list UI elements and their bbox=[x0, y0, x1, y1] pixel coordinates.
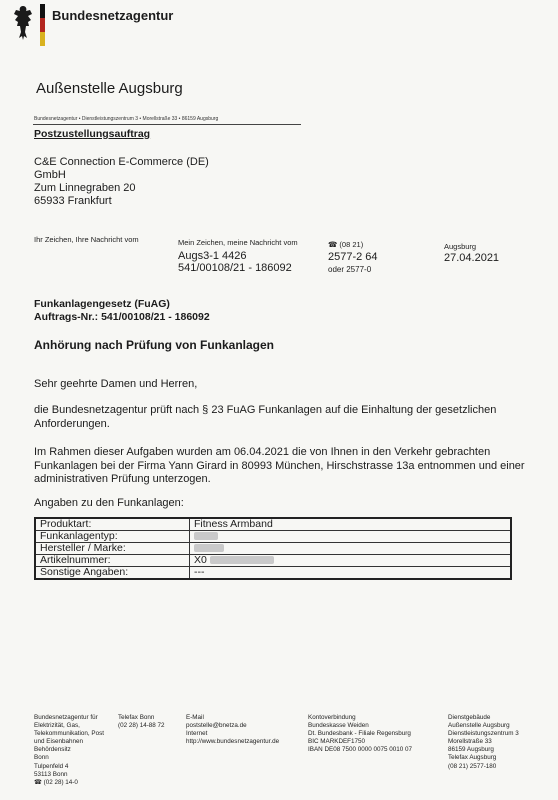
footer-line: Telefax Augsburg bbox=[448, 754, 497, 762]
phone-alt: oder 2577-0 bbox=[328, 265, 372, 274]
footer-line: BIC MARKDEF1750 bbox=[308, 738, 366, 746]
footer-agency bbox=[34, 714, 104, 787]
your-ref-label: Ihr Zeichen, Ihre Nachricht vom bbox=[34, 235, 139, 244]
footer-office bbox=[448, 714, 519, 771]
spec-key: Sonstige Angaben: bbox=[35, 567, 190, 580]
footer-line: (08 21) 2577-180 bbox=[448, 762, 497, 770]
footer-bank bbox=[308, 714, 412, 754]
footer-line: Telefax Bonn bbox=[118, 714, 155, 721]
footer-line: Internet bbox=[186, 730, 208, 738]
footer-line: poststelle@bnetza.de bbox=[186, 722, 247, 730]
footer-line: ☎ (02 28) 14-0 bbox=[34, 778, 78, 786]
office-name: Außenstelle Augsburg bbox=[36, 80, 183, 97]
footer-line: IBAN DE08 7500 0000 0075 0010 07 bbox=[308, 746, 412, 754]
place: Augsburg bbox=[444, 242, 477, 251]
redaction-block bbox=[210, 556, 274, 564]
spec-key: Hersteller / Marke: bbox=[35, 543, 190, 555]
my-ref-label: Mein Zeichen, meine Nachricht vom bbox=[178, 238, 298, 247]
date: 27.04.2021 bbox=[444, 252, 500, 264]
footer-line: Dt. Bundesbank - Filiale Regensburg bbox=[308, 730, 411, 738]
recipient-line: C&E Connection E-Commerce (DE) bbox=[34, 156, 209, 168]
footer-line: Bundeskasse Weiden bbox=[308, 722, 369, 730]
spec-key: Produktart: bbox=[35, 518, 190, 531]
act-reference: Funkanlagengesetz (FuAG) bbox=[34, 298, 170, 310]
footer-line: http://www.bundesnetzagentur.de bbox=[186, 738, 280, 746]
flag-bars bbox=[40, 4, 45, 46]
footer-line: Telekommunikation, Post bbox=[34, 730, 104, 738]
my-ref-line: 541/00108/21 - 186092 bbox=[178, 262, 292, 274]
recipient-line: Zum Linnegraben 20 bbox=[34, 182, 136, 194]
footer-fax bbox=[118, 714, 165, 730]
footer-line: 53113 Bonn bbox=[34, 770, 68, 778]
footer-line: Behördensitz bbox=[34, 746, 71, 754]
body-paragraph: Angaben zu den Funkanlagen: bbox=[34, 497, 184, 509]
footer-line: Bundesnetzagentur für bbox=[34, 714, 98, 721]
footer-contact bbox=[186, 714, 279, 746]
table-row bbox=[35, 531, 511, 543]
salutation: Sehr geehrte Damen und Herren, bbox=[34, 378, 198, 390]
footer-line: und Eisenbahnen bbox=[34, 738, 84, 746]
recipient-line: 65933 Frankfurt bbox=[34, 195, 112, 207]
my-ref-line: Augs3-1 4426 bbox=[178, 250, 247, 262]
redaction-block bbox=[194, 544, 224, 552]
footer-line: Bonn bbox=[34, 754, 49, 762]
footer-line: 86159 Augsburg bbox=[448, 746, 494, 754]
table-row bbox=[35, 555, 511, 567]
footer-line: Kontoverbindung bbox=[308, 714, 356, 721]
body-paragraph: Im Rahmen dieser Aufgaben wurden am 06.04.2021 die von Ihnen in den Verkehr gebrachten Funkanlagen bei der Firma Yann Girard in 80993 München, Hirschstrasse 13a entnommen und einer administrativen Prüfung unterzogen. bbox=[34, 446, 525, 485]
footer-line: Tulpenfeld 4 bbox=[34, 762, 69, 770]
document-type: Postzustellungsauftrag bbox=[34, 128, 151, 140]
sender-rule bbox=[33, 124, 301, 125]
order-number: Auftrags-Nr.: 541/00108/21 - 186092 bbox=[34, 311, 210, 323]
table-row bbox=[35, 567, 511, 580]
sender-line: Bundesnetzagentur • Dienstleistungszentrum 3 • Morellstraße 33 • 86159 Augsburg bbox=[34, 116, 219, 122]
spec-value-redacted bbox=[190, 543, 512, 555]
table-row bbox=[35, 543, 511, 555]
subject-line: Anhörung nach Prüfung von Funkanlagen bbox=[34, 338, 274, 352]
device-specs-table bbox=[34, 517, 512, 580]
footer-line: E-Mail bbox=[186, 714, 204, 721]
body-paragraph: die Bundesnetzagentur prüft nach § 23 FuAG Funkanlagen auf die Einhaltung der gesetzlichen Anforderungen. bbox=[34, 404, 497, 430]
footer-line: Dienstgebäude bbox=[448, 714, 491, 721]
recipient-line: GmbH bbox=[34, 169, 66, 181]
brand-name: Bundesnetzagentur bbox=[52, 8, 174, 23]
spec-value: X0 bbox=[194, 554, 207, 566]
spec-value: --- bbox=[190, 567, 512, 580]
redaction-block bbox=[194, 532, 218, 540]
federal-eagle-icon bbox=[12, 4, 34, 44]
footer-line: Außenstelle Augsburg bbox=[448, 722, 510, 730]
spec-value-partial bbox=[190, 555, 512, 567]
spec-key: Artikelnummer: bbox=[35, 555, 190, 567]
spec-value: Fitness Armband bbox=[190, 518, 512, 531]
footer-line: (02 28) 14-88 72 bbox=[118, 722, 165, 730]
footer-line: Morellstraße 33 bbox=[448, 738, 492, 746]
spec-key: Funkanlagentyp: bbox=[35, 531, 190, 543]
spec-value-redacted bbox=[190, 531, 512, 543]
footer-line: Dienstleistungszentrum 3 bbox=[448, 730, 519, 738]
footer-line: Elektrizität, Gas, bbox=[34, 722, 80, 730]
phone-value: 2577-2 64 bbox=[328, 251, 378, 263]
table-row bbox=[35, 518, 511, 531]
phone-label: ☎ (08 21) bbox=[328, 240, 364, 249]
